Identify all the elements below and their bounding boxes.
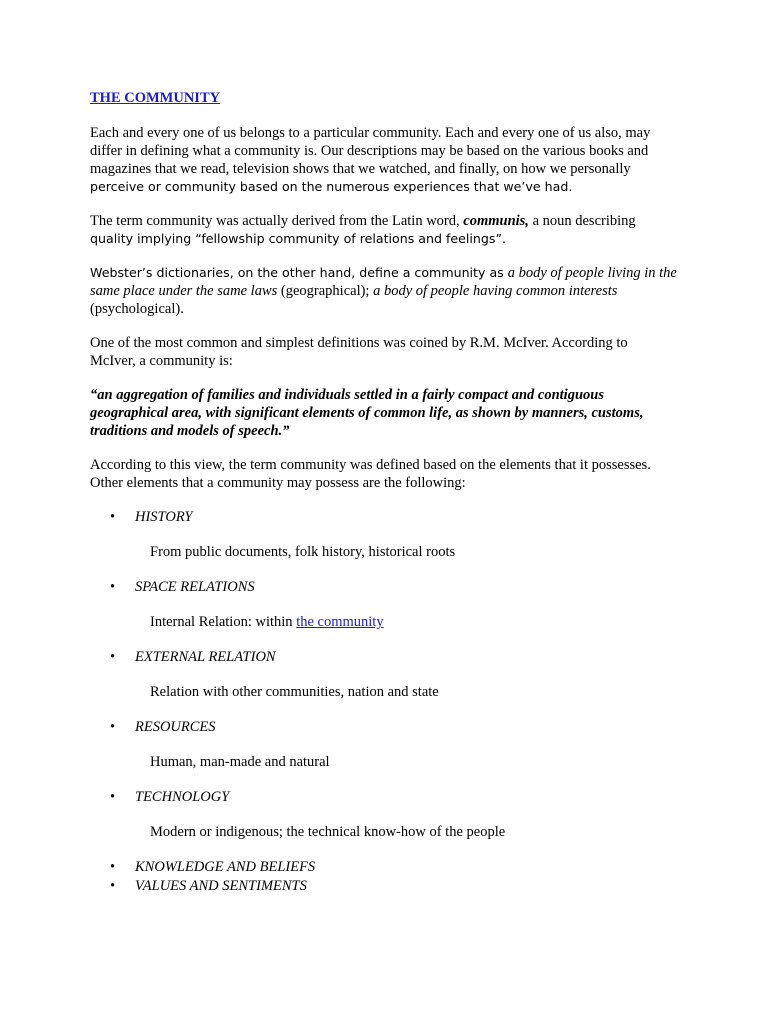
- elements-intro-line-2: Other elements that a community may possess are the following:: [90, 475, 466, 491]
- intro-line-2: differ in defining what a community is. Our descriptions may be based on the various books and: [90, 143, 649, 159]
- element-name: EXTERNAL RELATION: [135, 649, 276, 665]
- list-item: [90, 578, 690, 631]
- element-name: TECHNOLOGY: [135, 789, 230, 805]
- intro-paragraph: [90, 124, 690, 196]
- mciver-quote: [90, 386, 690, 440]
- quote-line-2: geographical area, with significant elements of common life, as shown by manners, customs,: [90, 405, 644, 421]
- webster-paragraph: [90, 264, 690, 318]
- element-description: [150, 613, 690, 631]
- list-item: [90, 648, 690, 701]
- element-description: From public documents, folk history, historical roots: [150, 544, 456, 560]
- latin-text-before: The term community was actually derived from the Latin word,: [90, 213, 464, 229]
- intro-line-3: magazines that we read, television shows that we watched, and finally, on how we personally: [90, 161, 631, 177]
- latin-word: communis,: [463, 213, 529, 229]
- quote-line-3: traditions and models of speech.”: [90, 423, 290, 439]
- document-title[interactable]: THE COMMUNITY: [90, 90, 221, 106]
- latin-text-after: a noun describing: [528, 213, 636, 229]
- element-description: Modern or indigenous; the technical know-how of the people: [150, 824, 506, 840]
- webster-definition-1a: a body of people living in the: [507, 265, 677, 281]
- list-item: [90, 877, 690, 895]
- community-elements-list: [90, 508, 690, 895]
- list-item: [90, 718, 690, 771]
- bullet-icon: •: [110, 789, 116, 805]
- latin-origin-paragraph: [90, 212, 690, 248]
- bullet-icon: •: [110, 859, 116, 875]
- element-description-text: Internal Relation: within: [150, 614, 297, 630]
- list-item: [90, 858, 690, 876]
- document-page: [90, 89, 690, 895]
- mciver-line-1: One of the most common and simplest definitions was coined by R.M. McIver. According to: [90, 335, 628, 351]
- element-name: RESOURCES: [135, 719, 216, 735]
- the-community-link[interactable]: the community: [296, 614, 384, 630]
- mciver-paragraph: [90, 334, 690, 370]
- element-name: VALUES AND SENTIMENTS: [135, 878, 307, 894]
- webster-text-before: Webster’s dictionaries, on the other hand, define a community as: [90, 265, 508, 280]
- webster-definition-2: a body of people having common interests: [373, 283, 618, 299]
- bullet-icon: •: [110, 509, 116, 525]
- bullet-icon: •: [110, 579, 116, 595]
- element-description: Relation with other communities, nation and state: [150, 684, 439, 700]
- latin-line-2: quality implying “fellowship community of relations and feelings”.: [90, 231, 506, 246]
- element-name: KNOWLEDGE AND BELIEFS: [135, 859, 316, 875]
- list-item: [90, 508, 690, 561]
- intro-line-1: Each and every one of us belongs to a particular community. Each and every one of us also, may: [90, 125, 651, 141]
- intro-line-4: perceive or community based on the numerous experiences that we’ve had.: [90, 179, 573, 194]
- bullet-icon: •: [110, 649, 116, 665]
- mciver-line-2: McIver, a community is:: [90, 353, 233, 369]
- webster-text-end: (psychological).: [90, 301, 184, 317]
- element-name: HISTORY: [135, 509, 193, 525]
- bullet-icon: •: [110, 878, 116, 894]
- elements-intro-paragraph: [90, 456, 690, 492]
- webster-text-mid: (geographical);: [277, 283, 374, 299]
- elements-intro-line-1: According to this view, the term community was defined based on the elements that it possesses.: [90, 457, 651, 473]
- element-name: SPACE RELATIONS: [135, 579, 255, 595]
- quote-line-1: “an aggregation of families and individuals settled in a fairly compact and contiguous: [90, 387, 604, 403]
- element-description: Human, man-made and natural: [150, 754, 330, 770]
- bullet-icon: •: [110, 719, 116, 735]
- webster-definition-1b: same place under the same laws: [90, 283, 278, 299]
- list-item: [90, 788, 690, 841]
